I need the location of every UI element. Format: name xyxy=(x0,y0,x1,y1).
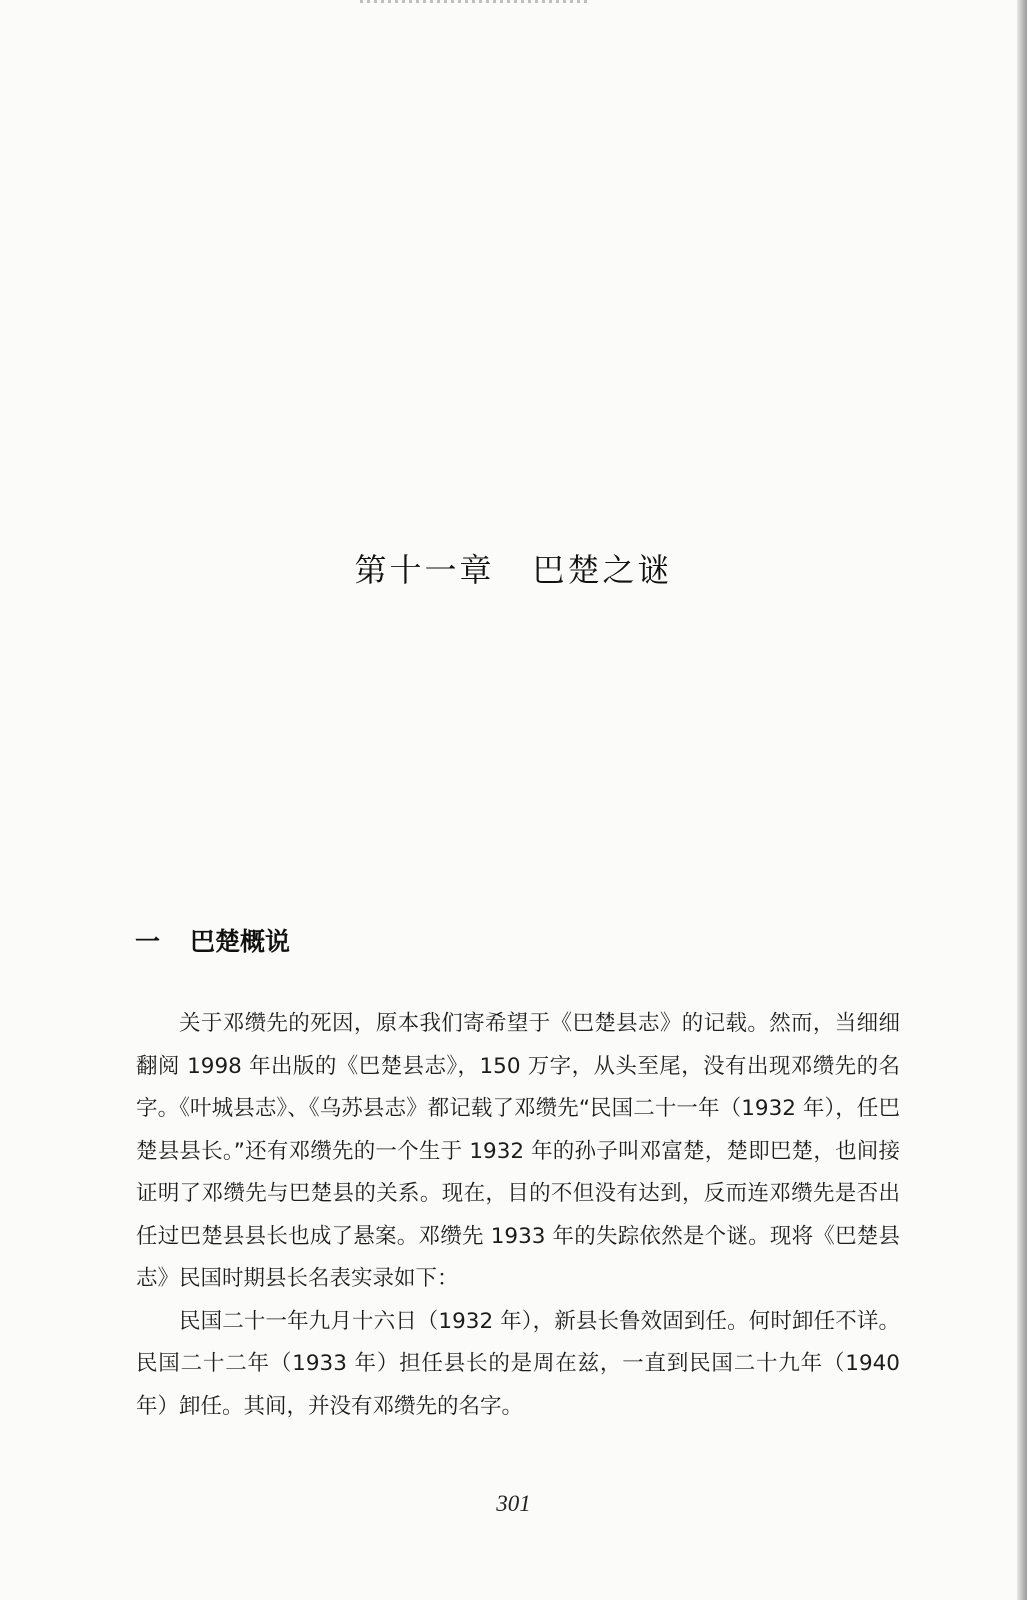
paragraph: 民国二十一年九月十六日（1932 年），新县长鲁效固到任。何时卸任不详。民国二十二年（1933 年）担任县长的是周在兹，一直到民国二十九年（1940 年）卸任。其间，并没有邓缵先的名字。 xyxy=(136,1308,900,1419)
page-number: 301 xyxy=(496,1491,531,1516)
section-number: 一 xyxy=(135,927,161,956)
chapter-name: 巴楚之谜 xyxy=(532,551,673,589)
page-edge-shadow xyxy=(1017,0,1027,1600)
scan-top-marks xyxy=(360,0,590,3)
section-title: 巴楚概说 xyxy=(190,927,291,956)
body-text xyxy=(136,1003,900,1428)
paragraph: 关于邓缵先的死因，原本我们寄希望于《巴楚县志》的记载。然而，当细细翻阅 1998 年出版的《巴楚县志》，150 万字，从头至尾，没有出现邓缵先的名字。《叶城县志》、《乌苏县志》都记载了邓缵先“民国二十一年（1932 年），任巴楚县县长。”还有邓缵先的一个生于 1932 年的孙子叫邓富楚，楚即巴楚，也间接证明了邓缵先与巴楚县的关系。现在，目的不但没有达到，反而连邓缵先是否出任过巴楚县县长也成了悬案。邓缵先 1933 年的失踪依然是个谜。现将《巴楚县志》民国时期县长名表实录如下： xyxy=(136,1011,900,1291)
chapter-label: 第十一章 xyxy=(354,551,495,589)
chapter-title xyxy=(0,545,1027,591)
section-heading xyxy=(135,922,290,958)
